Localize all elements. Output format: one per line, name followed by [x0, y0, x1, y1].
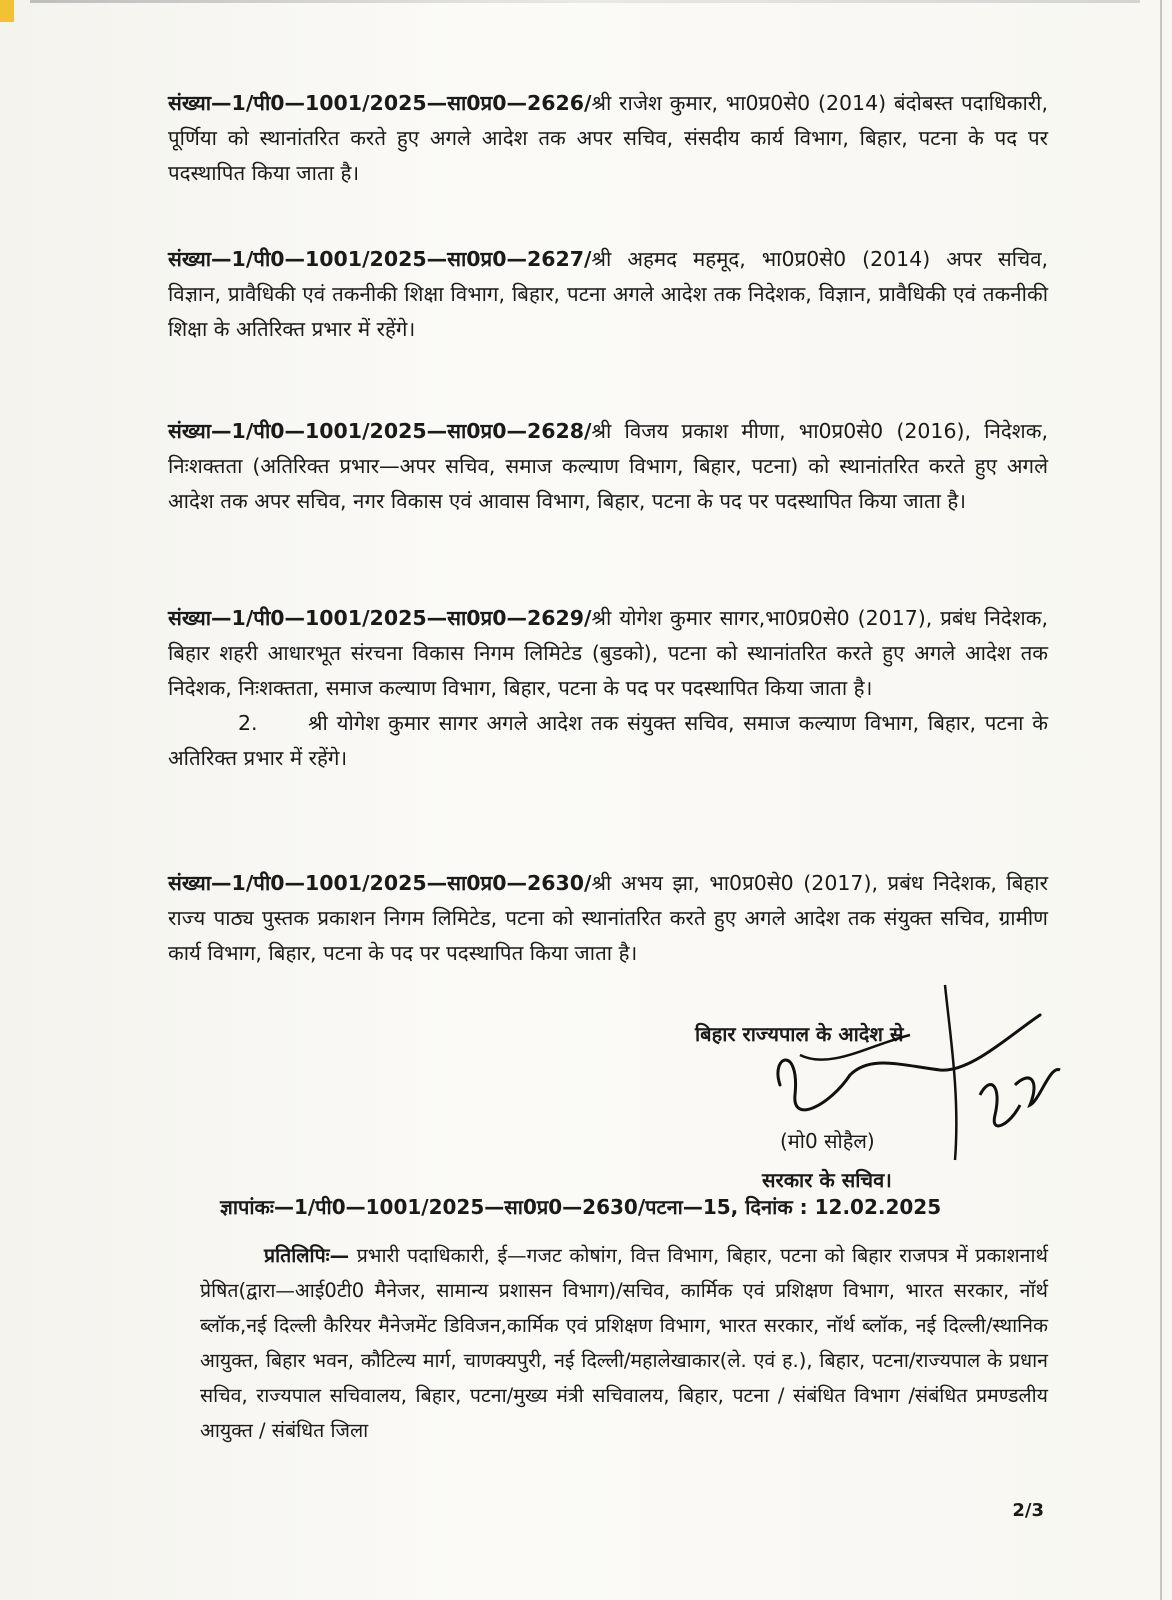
copy-body: प्रभारी पदाधिकारी, ई—गजट कोषांग, वित्त विभाग, बिहार, पटना को बिहार राजपत्र में प्रकाशनार्थ प्रेषित(द्वारा—आई0टी0 मैनेजर, सामान्य प्रशासन विभाग)/सचिव, कार्मिक एवं प्रशिक्षण विभाग, भारत सरकार, नॉर्थ ब्लॉक,नई दिल्ली कैरियर मैनेजमेंट डिविजन,कार्मिक एवं प्रशिक्षण विभाग, भारत सरकार, नॉर्थ ब्लॉक, नई दिल्ली/स्थानिक आयुक्त, बिहार भवन, कौटिल्य मार्ग, चाणक्यपुरी, नई दिल्ली/महालेखाकार(ले. एवं ह.), बिहार, पटना/राज्यपाल के प्रधान सचिव, राज्यपाल सचिवालय, बिहार, पटना/मुख्य मंत्री सचिवालय, बिहार, पटना / संबंधित विभाग /संबंधित प्रमण्डलीय आयुक्त / संबंधित जिला	[200, 1244, 1049, 1442]
copy-distribution	[200, 1238, 1048, 1448]
order-body: श्री अभय झा, भा0प्र0से0 (2017), प्रबंध निदेशक, बिहार राज्य पाठ्य पुस्तक प्रकाशन निगम लिमिटेड, पटना को स्थानांतरित करते हुए अगले आदेश तक संयुक्त सचिव, ग्रामीण कार्य विभाग, बिहार, पटना के पद पर पदस्थापित किया जाता है।	[168, 871, 1048, 965]
order-body: श्री राजेश कुमार, भा0प्र0से0 (2014) बंदोबस्त पदाधिकारी, पूर्णिया को स्थानांतरित करते हुए अगले आदेश तक अपर सचिव, संसदीय कार्य विभाग, बिहार, पटना के पद पर पदस्थापित किया जाता है।	[168, 91, 1048, 185]
sub-paragraph-body: श्री योगेश कुमार सागर अगले आदेश तक संयुक्त सचिव, समाज कल्याण विभाग, बिहार, पटना के अतिरिक्त प्रभार में रहेंगे।	[168, 711, 1048, 770]
order-body: श्री विजय प्रकाश मीणा, भा0प्र0से0 (2016), निदेशक, निःशक्तता (अतिरिक्त प्रभार—अपर सचिव, समाज कल्याण विभाग, बिहार, पटना) को स्थानांतरित करते हुए अगले आदेश तक अपर सचिव, नगर विकास एवं आवास विभाग, बिहार, पटना के पद पर पदस्थापित किया जाता है।	[168, 419, 1048, 513]
order-ref: संख्या—1/पी0—1001/2025—सा0प्र0—2626/	[168, 91, 592, 115]
top-edge	[30, 0, 1140, 3]
order-paragraph-5	[168, 866, 1048, 971]
by-order-line: बिहार राज्यपाल के आदेश से	[695, 1022, 904, 1046]
order-ref: संख्या—1/पी0—1001/2025—सा0प्र0—2629/	[168, 606, 592, 630]
signatory-name: (मो0 सोहैल)	[780, 1129, 875, 1153]
order-ref: संख्या—1/पी0—1001/2025—सा0प्र0—2630/	[168, 871, 592, 895]
order-ref: संख्या—1/पी0—1001/2025—सा0प्र0—2627/	[168, 247, 592, 271]
order-paragraph-3	[168, 414, 1048, 519]
memo-number: ज्ञापांकः—1/पी0—1001/2025—सा0प्र0—2630/पटना—15, दिनांक : 12.02.2025	[220, 1195, 942, 1219]
order-paragraph-1	[168, 86, 1048, 191]
right-edge	[1160, 0, 1162, 1600]
order-body: श्री योगेश कुमार सागर,भा0प्र0से0 (2017), प्रबंध निदेशक, बिहार शहरी आधारभूत संरचना विकास निगम लिमिटेड (बुडको), पटना को स्थानांतरित करते हुए अगले आदेश तक निदेशक, निःशक्तता, समाज कल्याण विभाग, बिहार, पटना के पद पर पदस्थापित किया जाता है।	[168, 606, 1048, 700]
order-paragraph-4	[168, 601, 1048, 776]
order-body: श्री अहमद महमूद, भा0प्र0से0 (2014) अपर सचिव, विज्ञान, प्रावैधिकी एवं तकनीकी शिक्षा विभाग, बिहार, पटना अगले आदेश तक निदेशक, विज्ञान, प्रावैधिकी एवं तकनीकी शिक्षा के अतिरिक्त प्रभार में रहेंगे।	[168, 247, 1048, 341]
page-corner-mark	[0, 0, 14, 22]
signatory-designation: सरकार के सचिव।	[762, 1168, 892, 1192]
order-paragraph-2	[168, 242, 1048, 347]
handwritten-signature	[740, 975, 1070, 1165]
copy-label: प्रतिलिपिः—	[264, 1244, 350, 1267]
page-number: 2/3	[1012, 1500, 1044, 1521]
sub-paragraph-number: 2.	[238, 711, 258, 735]
order-ref: संख्या—1/पी0—1001/2025—सा0प्र0—2628/	[168, 419, 592, 443]
